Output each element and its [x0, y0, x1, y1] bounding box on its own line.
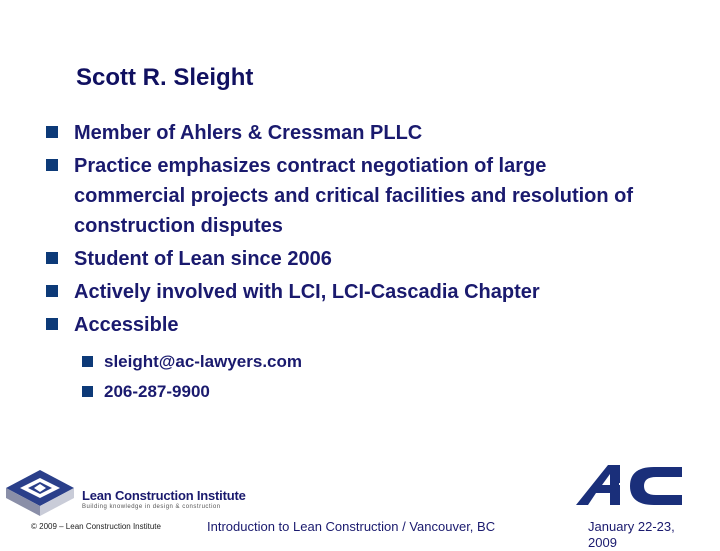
bullet-item	[44, 150, 704, 243]
square-bullet-icon	[46, 252, 58, 264]
ac-logo-icon	[574, 459, 686, 511]
footer-center-text: Introduction to Lean Construction / Vancouver, BC	[207, 519, 496, 534]
footer-copyright: © 2009 – Lean Construction Institute	[31, 522, 161, 531]
footer-date: January 22-23, 2009	[588, 519, 675, 550]
square-bullet-icon	[46, 285, 58, 297]
bullet-text: Student of Lean since 2006	[74, 248, 332, 270]
lci-logo-icon	[0, 464, 80, 524]
phone-text: 206-287-9900	[104, 382, 210, 401]
bullet-text: Practice emphasizes contract negotiation of large commercial projects and critical facilities and resolution of construction disputes	[74, 155, 634, 237]
square-bullet-icon	[82, 356, 93, 367]
bullet-item	[44, 276, 704, 309]
square-bullet-icon	[46, 159, 58, 171]
sub-bullet-item	[82, 377, 302, 407]
square-bullet-icon	[46, 318, 58, 330]
square-bullet-icon	[82, 386, 93, 397]
bullet-item	[44, 309, 704, 342]
bullet-list	[44, 117, 704, 342]
sub-bullet-item	[82, 347, 302, 377]
org-name: Lean Construction Institute	[82, 488, 246, 503]
email-text: sleight@ac-lawyers.com	[104, 352, 302, 371]
bullet-item	[44, 117, 704, 150]
bullet-text: Accessible	[74, 314, 179, 336]
sub-bullet-list	[82, 347, 302, 407]
bullet-text: Member of Ahlers & Cressman PLLC	[74, 122, 423, 144]
bullet-item	[44, 243, 704, 276]
org-tagline: Building knowledge in design & construction	[82, 504, 221, 510]
slide-title: Scott R. Sleight	[76, 64, 254, 91]
square-bullet-icon	[46, 126, 58, 138]
bullet-text: Actively involved with LCI, LCI-Cascadia Chapter	[74, 281, 540, 303]
